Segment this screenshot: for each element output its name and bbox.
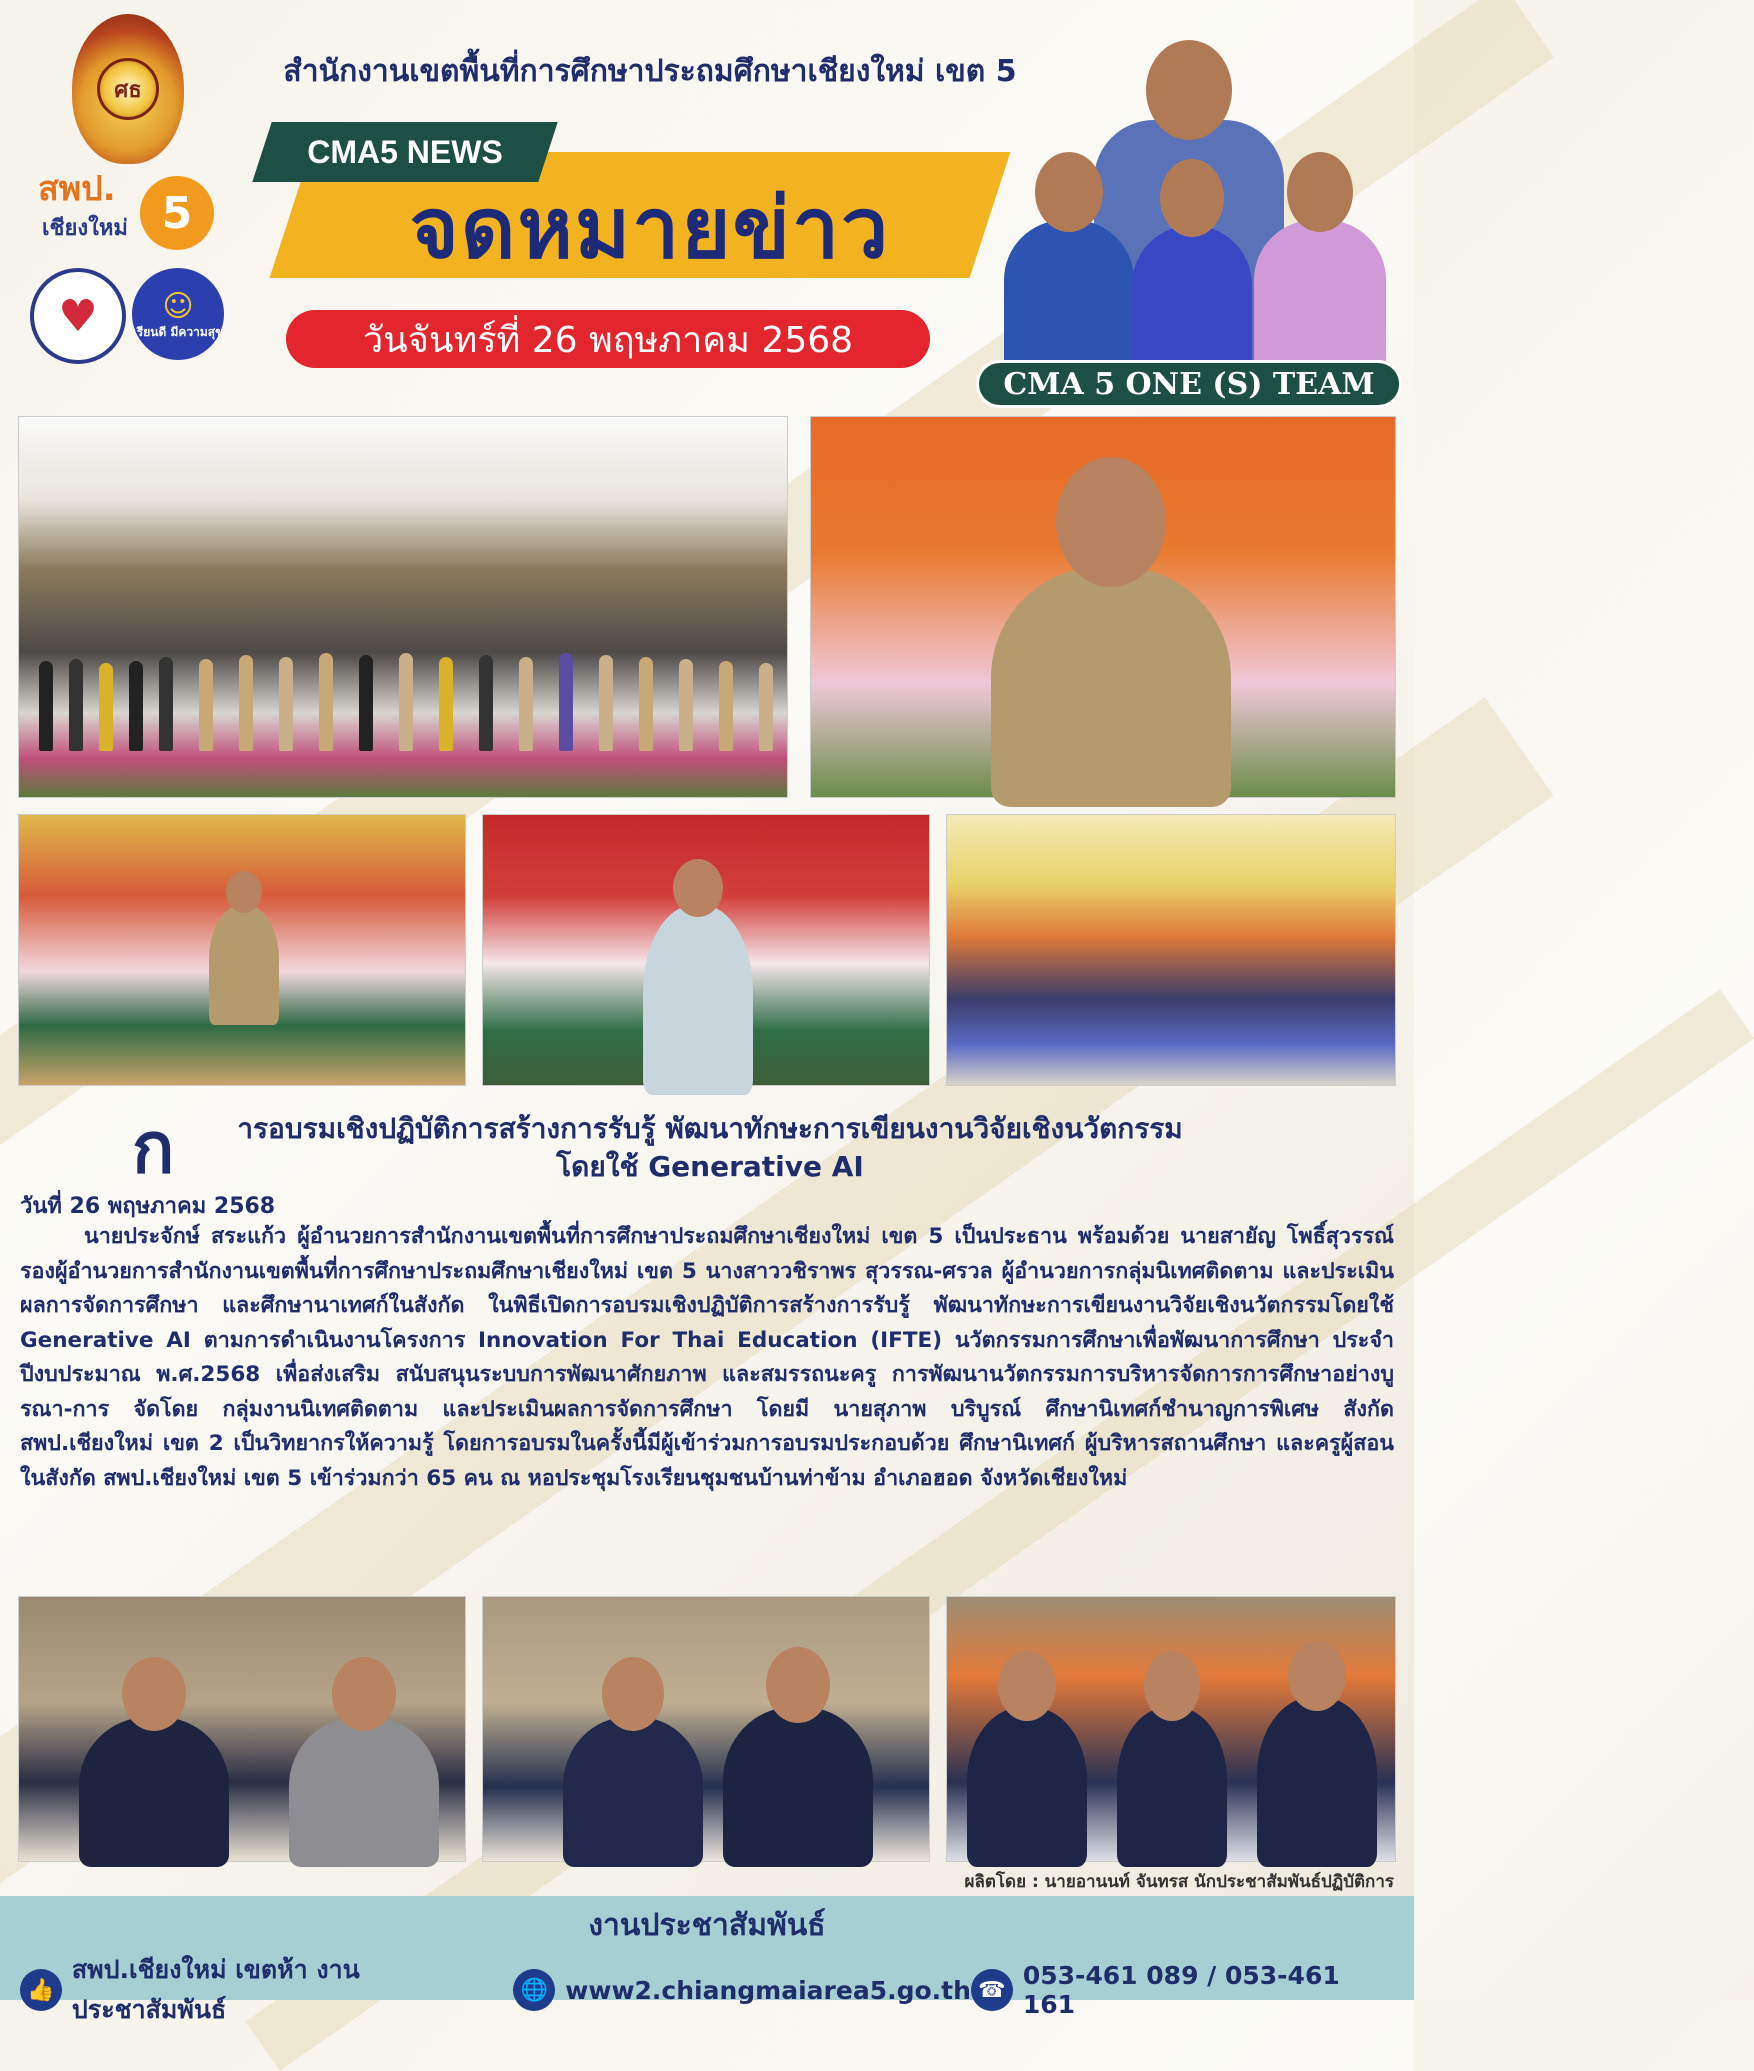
happy-figure-icon: ☺	[162, 288, 194, 324]
participant-figure	[967, 1707, 1087, 1867]
participant-figure	[1257, 1697, 1377, 1867]
facebook-label: สพป.เชียงใหม่ เขตห้า งานประชาสัมพันธ์	[71, 1955, 360, 2024]
logo-spp-text2: เชียงใหม่	[42, 216, 128, 241]
header-date: วันจันทร์ที่ 26 พฤษภาคม 2568	[286, 310, 930, 368]
phone-link[interactable]	[971, 1961, 1400, 2019]
speaker-photo-director	[810, 416, 1396, 798]
workshop-photo-audience	[946, 814, 1396, 1086]
credit-line: ผลิตโดย : นายอานนท์ จันทรส นักประชาสัมพันธ์ปฏิบัติการ	[964, 1872, 1394, 1892]
heart-logo: ♥	[30, 268, 126, 364]
participants-photo	[482, 1596, 930, 1862]
participants-photo	[18, 1596, 466, 1862]
team-member-photo	[1254, 220, 1386, 370]
article-body: นายประจักษ์ สระแก้ว ผู้อำนวยการสำนักงานเขตพื้นที่การศึกษาประถมศึกษาเชียงใหม่ เขต 5 เป็นประธาน พร้อมด้วย นายสายัญ โพธิ์สุวรรณ์ รองผู้อำนวยการสำนักงานเขตพื้นที่การศึกษาประถมศึกษาเชียงใหม่ เขต 5 นางสาววชิราพร สุวรรณ-ศรวล ผู้อำนวยการกลุ่มนิเทศติดตาม และประเมินผลการจัดการศึกษา และศึกษานาเทศก์ในสังกัด ในพิธีเปิดการอบรมเชิงปฏิบัติการสร้างการรับรู้ พัฒนาทักษะการเขียนงานวิจัยเชิงนวัตกรรมโดยใช้ Generative AI ตามการดำเนินงานโครงการ Innovation For Thai Education (IFTE) นวัตกรรมการศึกษาเพื่อพัฒนาการศึกษา ประจำปีงบประมาณ พ.ศ.2568 เพื่อส่งเสริม สนับสนุนระบบการพัฒนาศักยภาพ และสมรรถนะครู การพัฒนานวัตกรรมการบริหารจัดการการศึกษาอย่างบูรณา-การ จัดโดย กลุ่มงานนิเทศติดตาม และประเมินผลการจัดการศึกษา โดยมี นายสุภาพ บริบูรณ์ ศึกษานิเทศก์ชำนาญการพิเศษ สังกัด สพป.เชียงใหม่ เขต 2 เป็นวิทยากรให้ความรู้ โดยการอบรมในครั้งนี้มีผู้เข้าร่วมการอบรมประกอบด้วย ศึกษานิเทศก์ ผู้บริหารสถานศึกษา และครูผู้สอน ในสังกัด สพป.เชียงใหม่ เขต 5 เข้าร่วมกว่า 65 คน ณ หอประชุมโรงเรียนชุมชนบ้านท่าข้าม อำเภอฮอด จังหวัดเชียงใหม่	[20, 1224, 1394, 1491]
footer	[0, 1896, 1414, 2024]
participants-photo	[946, 1596, 1396, 1862]
website-label: www2.chiangmaiarea5.go.th	[565, 1975, 971, 2005]
website-link[interactable]	[513, 1969, 971, 2011]
globe-icon: 🌐	[513, 1969, 555, 2011]
news-title: จดหมายข่าว	[409, 179, 891, 277]
article-date: วันที่ 26 พฤษภาคม 2568	[20, 1194, 276, 1219]
workshop-photo-stage	[18, 814, 466, 1086]
crowd	[19, 622, 787, 751]
happy-logo-text: เรียนดี มีความสุข	[132, 324, 224, 339]
participant-figure	[289, 1717, 439, 1867]
speaker-figure	[643, 905, 753, 1095]
footer-contacts	[20, 1950, 1400, 2030]
title-drop-cap: ก	[132, 1107, 175, 1189]
article-title-line2: โดยใช้ Generative AI	[556, 1149, 864, 1183]
thumbs-up-icon: 👍	[20, 1969, 62, 2011]
speaker-figure	[209, 905, 279, 1025]
speaker-figure	[991, 567, 1231, 807]
article-title-line1: ารอบรมเชิงปฏิบัติการสร้างการรับรู้ พัฒนาทักษะการเขียนงานวิจัยเชิงนวัตกรรม	[237, 1112, 1183, 1145]
participant-figure	[79, 1717, 229, 1867]
participant-figure	[1117, 1707, 1227, 1867]
team-member-photo	[1132, 225, 1252, 370]
workshop-photo-speaker	[482, 814, 930, 1086]
team-member-photo	[1004, 220, 1134, 370]
happy-learning-logo	[132, 268, 224, 360]
obec-seal-logo: ศธ	[72, 14, 184, 164]
participant-figure	[723, 1707, 873, 1867]
team-badge: CMA 5 ONE (S) TEAM	[976, 360, 1402, 408]
logo-spp-text: สพป.	[38, 169, 116, 209]
spp-chiangmai5-logo	[38, 169, 218, 252]
news-tag-label: CMA5 NEWS	[307, 134, 503, 170]
logo-number: 5	[140, 176, 214, 250]
participant-figure	[563, 1717, 703, 1867]
team-photo	[1004, 10, 1394, 370]
org-title: สำนักงานเขตพื้นที่การศึกษาประถมศึกษาเชียงใหม่ เขต 5	[283, 54, 1017, 89]
group-photo-hall	[18, 416, 788, 798]
facebook-link[interactable]	[20, 1950, 513, 2030]
footer-title: งานประชาสัมพันธ์	[588, 1908, 826, 1943]
phone-icon: ☎	[971, 1969, 1013, 2011]
phone-label: 053-461 089 / 053-461 161	[1022, 1961, 1340, 2019]
article-title	[130, 1110, 1290, 1186]
